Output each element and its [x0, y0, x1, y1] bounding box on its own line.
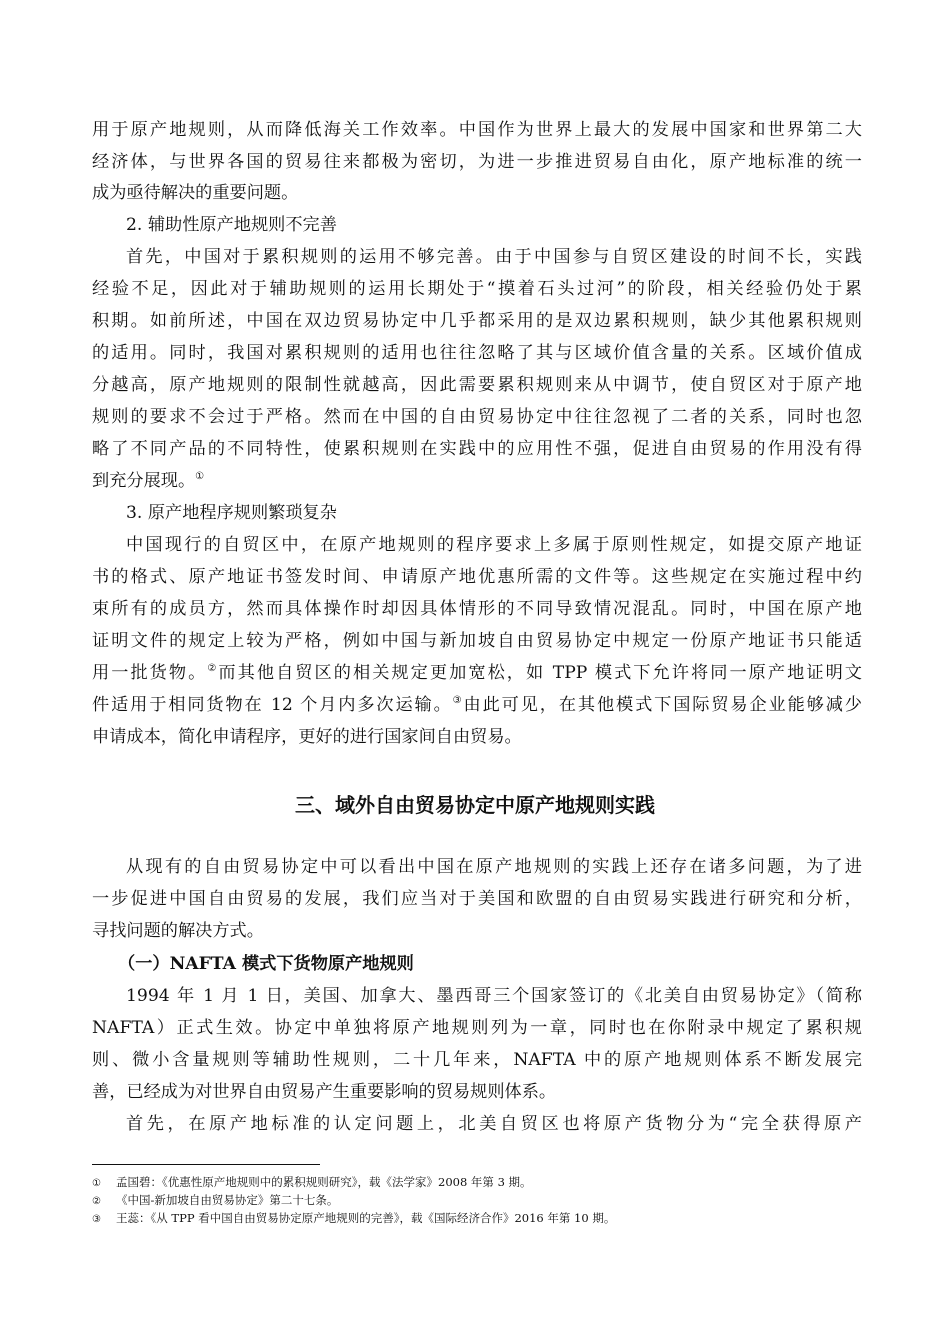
paragraph-line: 束所有的成员方，然而具体操作时却因具体情形的不同导致情况混乱。同时，中国在原产地: [92, 599, 862, 619]
paragraph-line: 经济体，与世界各国的贸易往来都极为密切，为进一步推进贸易自由化，原产地标准的统一: [92, 152, 862, 172]
paragraph-line: 寻找问题的解决方式。: [92, 921, 264, 941]
paragraph-line: 首先，在原产地标准的认定问题上，北美自贸区也将原产货物分为“完全获得原产: [126, 1114, 862, 1134]
footnote-mark: ③: [92, 1214, 101, 1225]
paragraph-line: NAFTA）正式生效。协定中单独将原产地规则列为一章，同时也在你附录中规定了累积规: [92, 1018, 862, 1038]
footnote-ref-1[interactable]: ①: [195, 471, 205, 482]
section-heading: 三、域外自由贸易协定中原产地规则实践: [295, 793, 655, 817]
footnote-3: [92, 1210, 615, 1228]
line-text: 用一批货物。: [92, 663, 208, 683]
footnote-ref-3[interactable]: ③: [452, 695, 464, 706]
paragraph-line: [92, 470, 204, 492]
subsection-title: 3. 原产地程序规则繁琐复杂: [126, 503, 337, 523]
footnote-mark: ①: [92, 1178, 101, 1189]
paragraph-line: 一步促进中国自由贸易的发展，我们应当对于美国和欧盟的自由贸易实践进行研究和分析，: [92, 889, 862, 909]
paragraph-line: 申请成本，简化申请程序，更好的进行国家间自由贸易。: [92, 727, 522, 747]
line-text: 到充分展现。: [92, 471, 196, 491]
paragraph-line: 则、微小含量规则等辅助性规则，二十几年来，NAFTA 中的原产地规则体系不断发展完: [92, 1050, 862, 1070]
footnote-ref-2[interactable]: ②: [207, 663, 219, 674]
paragraph-line: 首先，中国对于累积规则的运用不够完善。由于中国参与自贸区建设的时间不长，实践: [126, 247, 862, 267]
footnote-text: 孟国碧：《优惠性原产地规则中的累积规则研究》，载《法学家》2008 年第 3 期。: [116, 1175, 532, 1189]
paragraph-line: [92, 662, 862, 684]
footnote-text: 《中国-新加坡自由贸易协定》第二十七条。: [116, 1193, 339, 1207]
footnote-text: 王蕊：《从 TPP 看中国自由贸易协定原产地规则的完善》，载《国际经济合作》2016 年第 10 期。: [116, 1211, 616, 1225]
subsection-heading: （一）NAFTA 模式下货物原产地规则: [118, 954, 414, 974]
footnote-divider: [92, 1164, 320, 1165]
paragraph-line: 善，已经成为对世界自由贸易产生重要影响的贸易规则体系。: [92, 1082, 557, 1102]
line-text: 而其他自贸区的相关规定更加宽松，如 TPP 模式下允许将同一原产地证明文: [218, 663, 862, 683]
paragraph-line: 分越高，原产地规则的限制性就越高，因此需要累积规则来从中调节，使自贸区对于原产地: [92, 375, 862, 395]
paragraph-line: 证明文件的规定上较为严格，例如中国与新加坡自由贸易协定中规定一份原产地证书只能适: [92, 631, 862, 651]
footnote-1: [92, 1174, 532, 1192]
paragraph-line: [92, 694, 862, 716]
line-text: 由此可见，在其他模式下国际贸易企业能够减少: [463, 695, 862, 715]
paragraph-line: 经验不足，因此对于辅助规则的运用长期处于“摸着石头过河”的阶段，相关经验仍处于累: [92, 279, 862, 299]
paragraph-line: 略了不同产品的不同特性，使累积规则在实践中的应用性不强，促进自由贸易的作用没有得: [92, 439, 862, 459]
paragraph-line: 规则的要求不会过于严格。然而在中国的自由贸易协定中往往忽视了二者的关系，同时也忽: [92, 407, 862, 427]
paragraph-line: 用于原产地规则，从而降低海关工作效率。中国作为世界上最大的发展中国家和世界第二大: [92, 120, 862, 140]
paragraph-line: 书的格式、原产地证书签发时间、申请原产地优惠所需的文件等。这些规定在实施过程中约: [92, 567, 862, 587]
paragraph-line: 的适用。同时，我国对累积规则的适用也往往忽略了其与区域价值含量的关系。区域价值成: [92, 343, 862, 363]
subsection-title: 2. 辅助性原产地规则不完善: [126, 215, 337, 235]
paragraph-line: 中国现行的自贸区中，在原产地规则的程序要求上多属于原则性规定，如提交原产地证: [126, 535, 862, 555]
paragraph-line: 成为亟待解决的重要问题。: [92, 183, 299, 203]
line-text: 件适用于相同货物在 12 个月内多次运输。: [92, 695, 453, 715]
footnote-mark: ②: [92, 1196, 101, 1207]
paragraph-line: 1994 年 1 月 1 日，美国、加拿大、墨西哥三个国家签订的《北美自由贸易协定》（简称: [126, 986, 862, 1006]
paragraph-line: 积期。如前所述，中国在双边贸易协定中几乎都采用的是双边累积规则，缺少其他累积规则: [92, 311, 862, 331]
paragraph-line: 从现有的自由贸易协定中可以看出中国在原产地规则的实践上还存在诸多问题，为了进: [126, 857, 862, 877]
footnote-2: [92, 1192, 338, 1210]
